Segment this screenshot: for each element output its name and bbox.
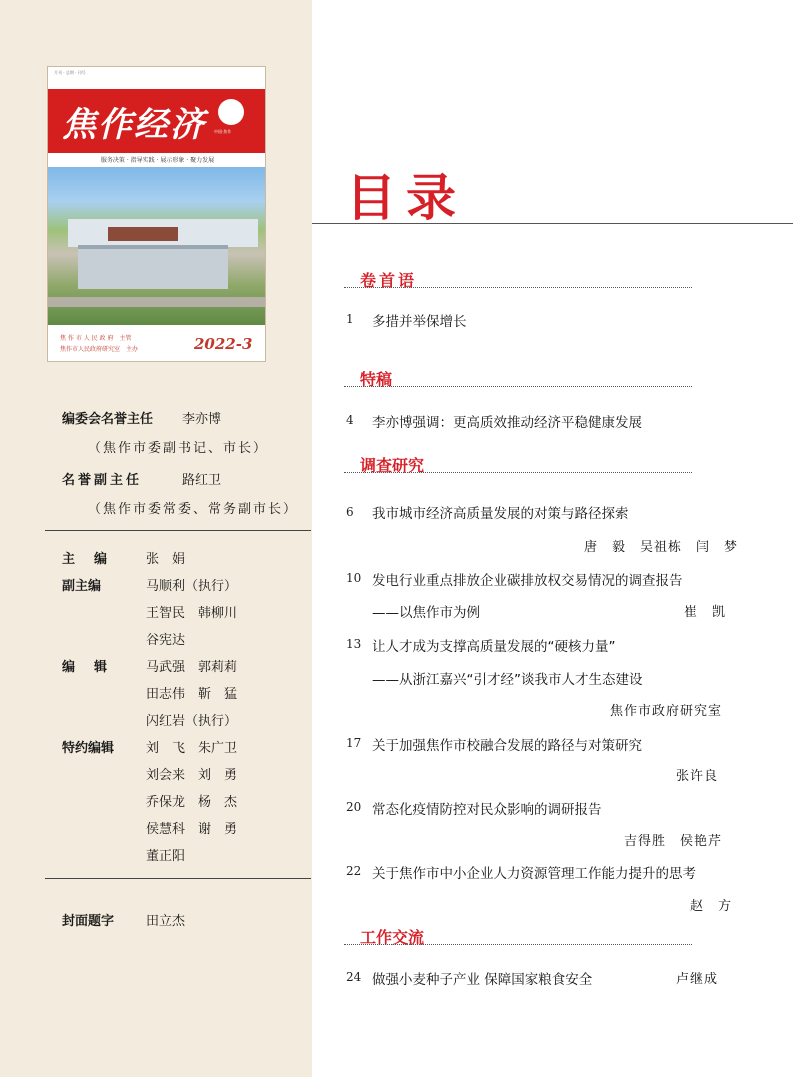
section-rule [344, 472, 692, 473]
deputy-editor-name: 王智民 韩柳川 [146, 606, 238, 621]
roof-band [108, 227, 178, 241]
toc-page-number: 22 [346, 864, 362, 878]
toc-page-number: 6 [346, 505, 354, 519]
editor-name: 闪红岩（执行） [146, 714, 238, 729]
special-editor-name: 乔保龙 杨 杰 [146, 795, 238, 810]
toc-article-title: 李亦博强调：更高质效推动经济平稳健康发展 [372, 415, 642, 431]
toc-page-number: 10 [346, 571, 362, 585]
editor-label: 编 辑 [62, 660, 111, 675]
toc-article-title: 关于加强焦作市校融合发展的路径与对策研究 [372, 738, 642, 754]
toc-article-title: 做强小麦种子产业 保障国家粮食安全 [372, 972, 593, 988]
toc-article-title: 常态化疫情防控对民众影响的调研报告 [372, 802, 602, 818]
section-heading: 调查研究 [360, 456, 425, 475]
toc-author: 焦作市政府研究室 [610, 704, 723, 719]
toc-article-title: 发电行业重点排放企业碳排放权交易情况的调查报告 [372, 573, 683, 589]
toc-page-number: 24 [346, 970, 362, 984]
toc-article-title: 让人才成为支撑高质量发展的“硬核力量” [372, 639, 616, 655]
toc-page-number: 17 [346, 736, 362, 750]
toc-author: 唐 毅 吴祖栋 闫 梦 [584, 540, 739, 555]
special-editor-name: 侯慧科 谢 勇 [146, 822, 238, 837]
toc-article-subtitle: ——从浙江嘉兴“引才经”谈我市人才生态建设 [372, 672, 643, 688]
road [48, 297, 266, 307]
calligraphy-name: 田立杰 [146, 914, 186, 929]
toc-author: 吉得胜 侯艳芹 [624, 834, 723, 849]
honorary-chair-label: 编委会名誉主任 [62, 412, 154, 427]
deputy-editor-name: 谷宪达 [146, 633, 186, 648]
cover-top-text: 月刊 · 总期 · 刊号 [54, 70, 86, 75]
magazine-cover [47, 66, 266, 362]
cover-masthead [48, 89, 266, 153]
section-heading: 卷首语 [360, 271, 418, 290]
toc-author: 卢继成 [676, 972, 719, 987]
editor-name: 田志伟 靳 猛 [146, 687, 238, 702]
emblem-icon [218, 99, 244, 125]
section-heading: 特稿 [360, 370, 393, 389]
honorary-vice-note: （焦作市委常委、常务副市长） [88, 502, 299, 517]
toc-page-number: 13 [346, 637, 362, 651]
toc-article-title: 多措并举保增长 [372, 314, 467, 330]
section-rule [344, 287, 692, 288]
toc-page-number: 4 [346, 413, 354, 427]
honorary-vice-label: 名誉副主任 [62, 473, 143, 488]
cover-sponsor-2: 焦作市人民政府研究室 主办 [60, 346, 139, 353]
chief-editor-name: 张 娟 [146, 552, 186, 567]
sidebar-divider-2 [45, 878, 311, 879]
issue-number: 2022-3 [194, 335, 253, 353]
toc-article-title: 我市城市经济高质量发展的对策与路径探索 [372, 506, 629, 522]
calligraphy-label: 封面题字 [62, 914, 115, 929]
special-editor-name: 刘 飞 朱广卫 [146, 741, 238, 756]
toc-author: 赵 方 [690, 899, 733, 914]
editor-name: 马武强 郭莉莉 [146, 660, 238, 675]
sidebar-divider-1 [45, 530, 311, 531]
toc-article-title: 关于焦作市中小企业人力资源管理工作能力提升的思考 [372, 866, 696, 882]
special-editor-name: 董正阳 [146, 849, 186, 864]
deputy-editor-name: 马顺利（执行） [146, 579, 238, 594]
cover-slogan: 服务决策 · 指导实践 · 展示形象 · 聚力发展 [100, 157, 215, 164]
special-editor-name: 刘会来 刘 勇 [146, 768, 238, 783]
honorary-chair-name: 李亦博 [182, 412, 222, 427]
toc-article-subtitle: ——以焦作市为例 [372, 605, 480, 621]
cover-sponsor-1: 焦 作 市 人 民 政 府 主管 [60, 335, 132, 342]
cover-footer [48, 325, 266, 362]
toc-author: 张许良 [676, 769, 719, 784]
chief-editor-label: 主 编 [62, 552, 111, 567]
honorary-vice-name: 路红卫 [182, 473, 222, 488]
section-rule [344, 386, 692, 387]
toc-page-number: 20 [346, 800, 362, 814]
honorary-chair-note: （焦作市委副书记、市长） [88, 441, 269, 456]
title-rule [312, 223, 793, 224]
masthead-title: 焦作经济 [62, 105, 206, 145]
deputy-editor-label: 副主编 [62, 579, 102, 594]
emblem-caption: 中国·焦作 [214, 129, 232, 134]
toc-page-number: 1 [346, 312, 354, 326]
office-building [78, 245, 228, 289]
cover-photo [48, 167, 266, 325]
section-heading: 工作交流 [360, 928, 425, 947]
toc-author: 崔 凯 [684, 605, 727, 620]
special-editor-label: 特约编辑 [62, 741, 115, 756]
page-title: 目录 [346, 168, 466, 227]
section-rule [344, 944, 692, 945]
